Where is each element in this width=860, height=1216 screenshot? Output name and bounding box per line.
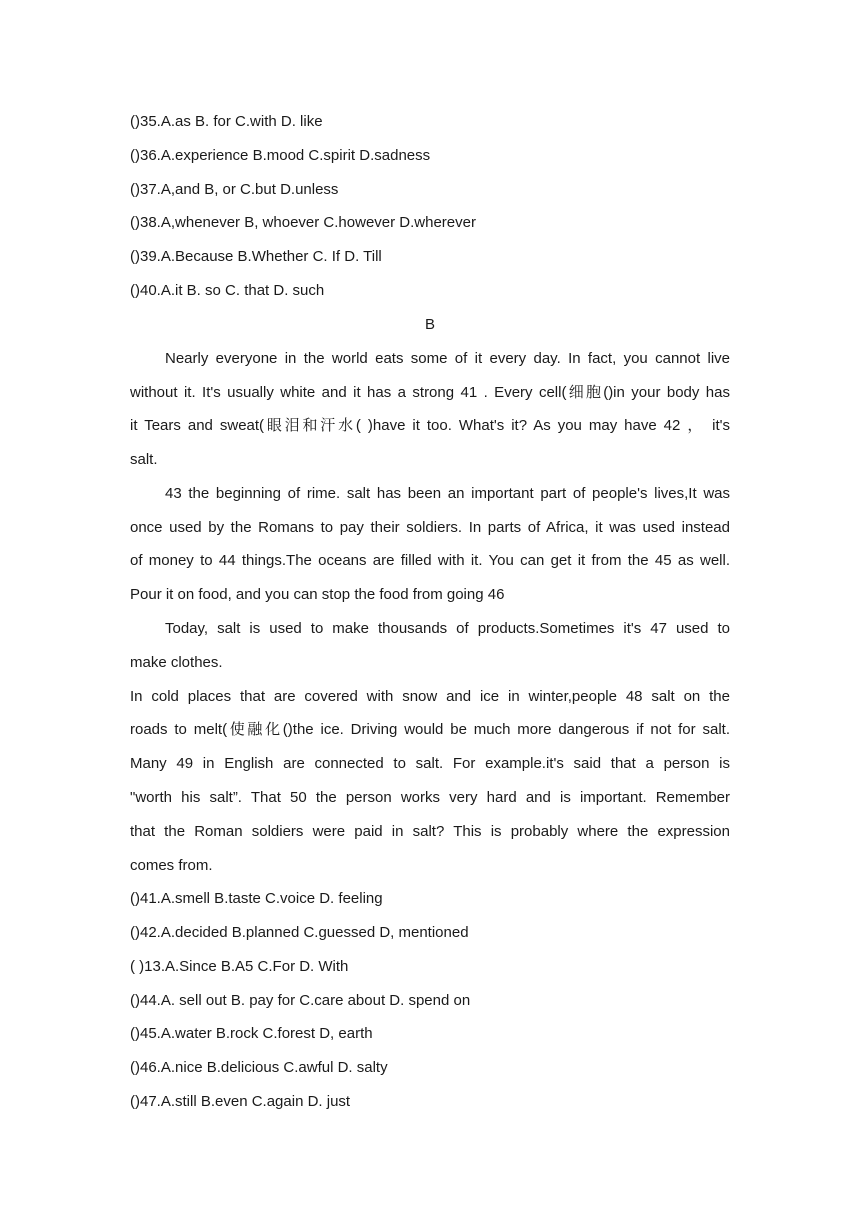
- passage-line: it Tears and sweat(眼泪和汗水( )have it too. What's it? As you may have 42 ， it's: [130, 417, 730, 434]
- question-36: ()36.A.experience B.mood C.spirit D.sadness: [130, 147, 431, 164]
- passage-line: salt.: [130, 451, 158, 468]
- question-37: ()37.A,and B, or C.but D.unless: [130, 181, 339, 198]
- question-46: ()46.A.nice B.delicious C.awful D. salty: [130, 1059, 388, 1076]
- passage-line: Many 49 in English are connected to salt. For example.it's said that a person is: [130, 755, 730, 772]
- passage-line: Pour it on food, and you can stop the food from going 46: [130, 586, 505, 603]
- question-47: ()47.A.still B.even C.again D. just: [130, 1093, 351, 1110]
- passage-line: make clothes.: [130, 654, 223, 671]
- passage-line: In cold places that are covered with snow and ice in winter,people 48 salt on the: [130, 688, 730, 705]
- passage-line: 43 the beginning of rime. salt has been an important part of people's lives,It was: [165, 485, 730, 502]
- question-45: ()45.A.water B.rock C.forest D, earth: [130, 1025, 373, 1042]
- passage-line: roads to melt(使融化()the ice. Driving would be much more dangerous if not for salt.: [130, 721, 730, 738]
- passage-line: that the Roman soldiers were paid in salt? This is probably where the expression: [130, 823, 730, 840]
- passage-line: Nearly everyone in the world eats some of it every day. In fact, you cannot live: [165, 350, 730, 367]
- section-heading: B: [424, 316, 435, 333]
- passage-line: of money to 44 things.The oceans are filled with it. You can get it from the 45 as well.: [130, 552, 730, 569]
- passage-line: Today, salt is used to make thousands of products.Sometimes it's 47 used to: [165, 620, 730, 637]
- question-42: ()42.A.decided B.planned C.guessed D, mentioned: [130, 924, 469, 941]
- question-40: ()40.A.it B. so C. that D. such: [130, 282, 325, 299]
- question-35: ()35.A.as B. for C.with D. like: [130, 113, 323, 130]
- question-38: ()38.A,whenever B, whoever C.however D.wherever: [130, 214, 476, 231]
- question-43: ( )13.A.Since B.A5 C.For D. With: [130, 958, 349, 975]
- passage-line: comes from.: [130, 857, 213, 874]
- passage-line: without it. It's usually white and it has a strong 41 . Every cell(细胞()in your body has: [130, 384, 730, 401]
- question-44: ()44.A. sell out B. pay for C.care about D. spend on: [130, 992, 471, 1009]
- question-39: ()39.A.Because B.Whether C. If D. Till: [130, 248, 382, 265]
- question-41: ()41.A.smell B.taste C.voice D. feeling: [130, 890, 383, 907]
- passage-line: "worth his salt”. That 50 the person works very hard and is important. Remember: [130, 789, 730, 806]
- passage-line: once used by the Romans to pay their soldiers. In parts of Africa, it was used instead: [130, 519, 730, 536]
